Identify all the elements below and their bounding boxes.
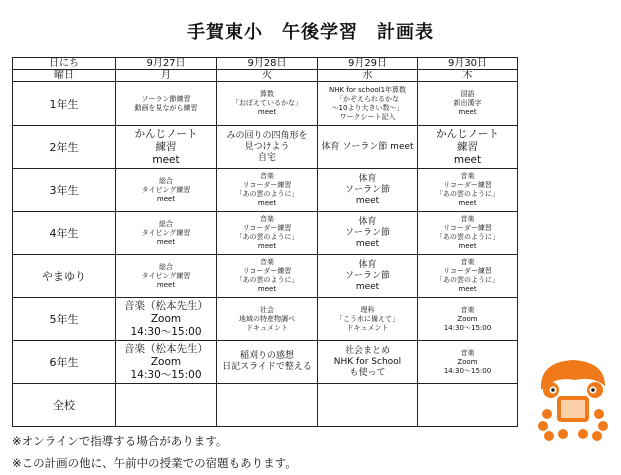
schedule-cell-text: 総合 タイピング練習 meet [141, 262, 191, 289]
schedule-cell-text: 体育 ソーラン節 meet [321, 141, 414, 152]
grade-label: 6年生 [13, 341, 116, 384]
schedule-cell [418, 82, 518, 126]
schedule-row [13, 212, 518, 255]
schedule-row [13, 169, 518, 212]
grade-label: 2年生 [13, 126, 116, 169]
schedule-cell [318, 82, 418, 126]
schedule-cell [217, 82, 318, 126]
schedule-cell-text: 稲刈りの感想 日記スライドで整える [222, 351, 312, 372]
schedule-cell [116, 212, 217, 255]
schedule-cell [318, 255, 418, 298]
schedule-cell [217, 341, 318, 384]
schedule-row [13, 126, 518, 169]
schedule-cell-text: かんじノート 練習 meet [134, 127, 198, 166]
date-label: 日にち [13, 58, 116, 70]
schedule-cell [217, 255, 318, 298]
schedule-cell-text: 社会まとめ NHK for School も使って [333, 345, 402, 378]
date-row [13, 58, 518, 70]
schedule-cell-text: 音楽 リコーダー練習 「あの雲のように」 meet [235, 258, 299, 293]
schedule-cell [217, 384, 318, 427]
schedule-cell-text: 総合 タイピング練習 meet [141, 219, 191, 246]
schedule-cell-text: 体育 ソーラン節 meet [344, 173, 390, 206]
grade-label: 全校 [13, 384, 116, 427]
schedule-cell [418, 255, 518, 298]
schedule-cell [418, 341, 518, 384]
day-cell: 月 [116, 70, 217, 82]
schedule-cell-text: 総合 タイピング練習 meet [141, 176, 191, 203]
schedule-cell-text: 体育 ソーラン節 meet [344, 259, 390, 292]
day-row [13, 70, 518, 82]
day-label: 曜日 [13, 70, 116, 82]
day-cell: 木 [418, 70, 518, 82]
schedule-cell [418, 212, 518, 255]
schedule-cell-text: 音楽 リコーダー練習 「あの雲のように」 meet [436, 172, 499, 207]
schedule-cell-text: 音楽 リコーダー練習 「あの雲のように」 meet [235, 215, 299, 250]
grade-label: 5年生 [13, 298, 116, 341]
schedule-cell [318, 212, 418, 255]
schedule-cell-text: 音楽 リコーダー練習 「あの雲のように」 meet [436, 215, 499, 250]
schedule-cell [318, 298, 418, 341]
grade-label: 1年生 [13, 82, 116, 126]
date-cell: 9月28日 [217, 58, 318, 70]
day-cell: 火 [217, 70, 318, 82]
schedule-cell-text: 音楽（松本先生） Zoom 14:30〜15:00 [124, 299, 208, 338]
schedule-cell [318, 384, 418, 427]
page-title: 手賀東小 午後学習 計画表 [187, 22, 434, 43]
schedule-row [13, 298, 518, 341]
schedule-row [13, 255, 518, 298]
grade-label: 4年生 [13, 212, 116, 255]
schedule-cell [116, 126, 217, 169]
schedule-cell [217, 126, 318, 169]
day-cell: 水 [318, 70, 418, 82]
date-cell: 9月29日 [318, 58, 418, 70]
schedule-cell [116, 169, 217, 212]
schedule-cell [116, 384, 217, 427]
schedule-row [13, 82, 518, 126]
schedule-cell [418, 126, 518, 169]
schedule-cell-text: みの回りの四角形を 見つけよう 自宅 [226, 130, 308, 163]
schedule-cell [318, 169, 418, 212]
schedule-cell [418, 169, 518, 212]
note-online: ※オンラインで指導する場合があります。 [12, 434, 228, 448]
schedule-cell-text: 社会 地域の特産物調べ ドキュメント [239, 305, 295, 332]
schedule-cell-text: 体育 ソーラン節 meet [344, 216, 390, 249]
date-cell: 9月30日 [418, 58, 518, 70]
schedule-cell [116, 255, 217, 298]
schedule-table [12, 57, 518, 427]
mascot-illustration [533, 352, 611, 442]
grade-label: やまゆり [13, 255, 116, 298]
schedule-cell-text: 音楽 リコーダー練習 「あの雲のように」 meet [235, 172, 299, 207]
schedule-cell [418, 298, 518, 341]
schedule-cell [116, 82, 217, 126]
schedule-cell [217, 212, 318, 255]
schedule-cell-text: かんじノート 練習 meet [436, 127, 499, 166]
schedule-cell [116, 298, 217, 341]
schedule-cell-text: 理科 「こう水に備えて」 ドキュメント [336, 305, 399, 332]
schedule-row [13, 384, 518, 427]
schedule-cell-text: 算数 「おぼえているかな」 meet [232, 90, 302, 116]
schedule-cell-text: 音楽 Zoom 14:30〜15:00 [443, 348, 492, 375]
note-homework: ※この計画の他に、午前中の授業での宿題もあります。 [12, 456, 297, 470]
schedule-cell [318, 341, 418, 384]
schedule-cell [318, 126, 418, 169]
schedule-cell [217, 298, 318, 341]
schedule-cell [116, 341, 217, 384]
schedule-row [13, 341, 518, 384]
schedule-cell-text: 音楽 Zoom 14:30〜15:00 [443, 305, 492, 332]
date-cell: 9月27日 [116, 58, 217, 70]
grade-label: 3年生 [13, 169, 116, 212]
schedule-cell [418, 384, 518, 427]
schedule-cell-text: 音楽 リコーダー練習 「あの雲のように」 meet [436, 258, 499, 293]
schedule-cell-text: ソーラン節練習 動画を見ながら練習 [134, 94, 198, 112]
schedule-cell-text: 国語 新出漢字 meet [453, 90, 482, 116]
schedule-cell [217, 169, 318, 212]
schedule-cell-text: NHK for school1年算数 「かぞえられるかな 〜10より大きい数〜」 ワークシート記入 [328, 85, 407, 121]
schedule-cell-text: 音楽（松本先生） Zoom 14:30〜15:00 [124, 342, 208, 381]
